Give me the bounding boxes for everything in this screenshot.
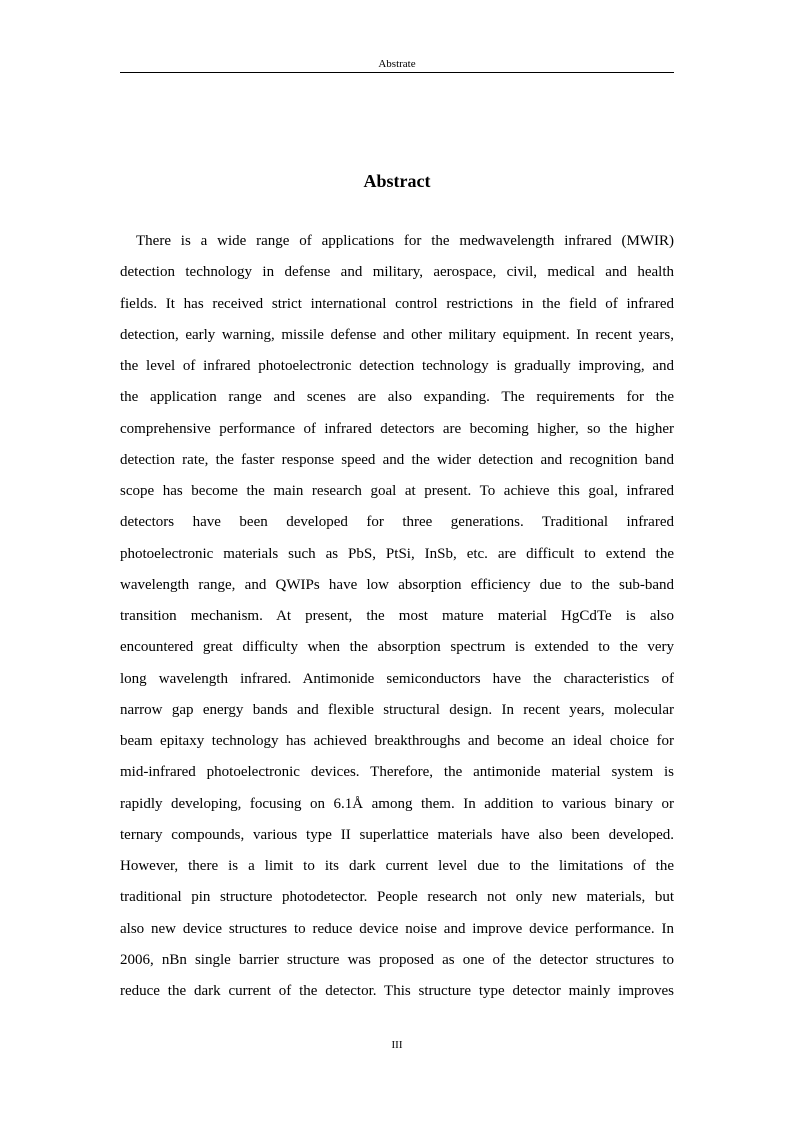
abstract-line: transition mechanism. At present, the most mature material HgCdTe is also <box>120 608 674 624</box>
abstract-line: photoelectronic materials such as PbS, PtSi, InSb, etc. are difficult to extend the <box>120 545 674 562</box>
abstract-line: scope has become the main research goal at present. To achieve this goal, infrared <box>120 483 674 499</box>
abstract-line: detectors have been developed for three generations. Traditional infrared <box>120 514 674 531</box>
abstract-line: also new device structures to reduce device noise and improve device performance. In <box>120 920 674 937</box>
abstract-line: fields. It has received strict international control restrictions in the field of infrared <box>120 295 674 312</box>
abstract-line: There is a wide range of applications for the medwavelength infrared (MWIR) <box>136 233 674 249</box>
abstract-line: long wavelength infrared. Antimonide semiconductors have the characteristics of <box>120 670 674 687</box>
abstract-line: beam epitaxy technology has achieved breakthroughs and become an ideal choice for <box>120 733 674 749</box>
abstract-line: ternary compounds, various type II superlattice materials have also been developed. <box>120 826 674 843</box>
abstract-line: wavelength range, and QWIPs have low absorption efficiency due to the sub-band <box>120 576 674 593</box>
running-header: Abstrate <box>378 58 416 70</box>
abstract-line: mid-infrared photoelectronic devices. Therefore, the antimonide material system is <box>120 764 674 781</box>
abstract-line: detection technology in defense and military, aerospace, civil, medical and health <box>120 264 674 281</box>
abstract-line: However, there is a limit to its dark current level due to the limitations of the <box>120 858 674 874</box>
abstract-line: traditional pin structure photodetector. People research not only new materials, but <box>120 889 674 906</box>
abstract-line: rapidly developing, focusing on 6.1Å among them. In addition to various binary or <box>120 795 674 812</box>
abstract-line: the level of infrared photoelectronic detection technology is gradually improving, and <box>120 358 674 374</box>
header-rule <box>120 72 674 73</box>
abstract-line: 2006, nBn single barrier structure was proposed as one of the detector structures to <box>120 951 674 968</box>
abstract-line: narrow gap energy bands and flexible structural design. In recent years, molecular <box>120 701 674 718</box>
abstract-line: reduce the dark current of the detector. This structure type detector mainly improves <box>120 983 674 999</box>
abstract-line: comprehensive performance of infrared detectors are becoming higher, so the higher <box>120 420 674 437</box>
abstract-line: detection rate, the faster response speed and the wider detection and recognition band <box>120 451 674 468</box>
abstract-line: detection, early warning, missile defense and other military equipment. In recent years, <box>120 326 674 343</box>
abstract-body <box>120 226 674 1007</box>
abstract-line: the application range and scenes are also expanding. The requirements for the <box>120 389 674 406</box>
page-number: III <box>391 1039 403 1051</box>
abstract-title: Abstract <box>363 171 431 191</box>
abstract-line: encountered great difficulty when the absorption spectrum is extended to the very <box>120 639 674 656</box>
